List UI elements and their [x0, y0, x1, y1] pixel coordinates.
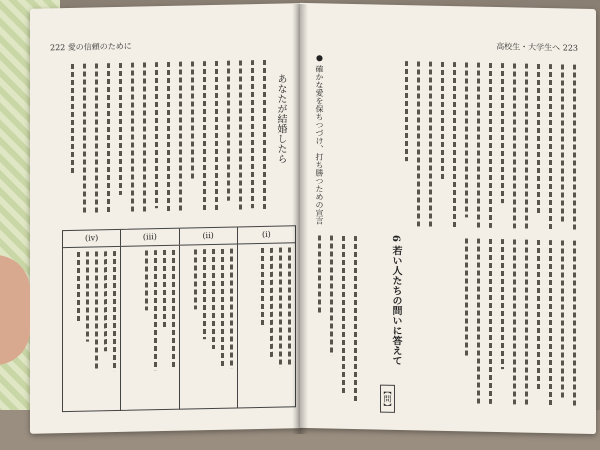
question-box-label: 【問】: [380, 385, 395, 413]
right-bullet-title: ● 確かな愛を保ちつづけ、打ち勝つための宣言: [315, 53, 324, 225]
right-page-header: 高校生・大学生へ 223: [496, 42, 578, 53]
table-column-i: [237, 243, 295, 408]
table-header-iii: (iii): [120, 229, 178, 246]
table-body: [63, 243, 295, 412]
table-column-iv: [63, 247, 120, 412]
book-gutter: [292, 4, 308, 434]
table-column-iii: [120, 246, 178, 411]
right-section-title: 6 若い人たちの問いに答えて: [390, 234, 401, 366]
right-upper-body-text: [405, 61, 576, 230]
table-header-ii: (ii): [179, 227, 237, 244]
table-column-ii: [179, 244, 237, 409]
right-lower-left-text: [318, 235, 357, 401]
comparison-table: [62, 225, 296, 412]
right-lower-body-text: [465, 238, 576, 405]
right-page: [300, 3, 596, 434]
left-page: [30, 3, 300, 434]
table-header-i: (i): [237, 226, 295, 243]
left-page-header: 222 愛の信頼のために: [50, 41, 132, 53]
table-header-iv: (iv): [84, 233, 99, 243]
left-section-title: あなたが結婚したら: [275, 73, 286, 164]
left-body-text: [71, 60, 266, 214]
